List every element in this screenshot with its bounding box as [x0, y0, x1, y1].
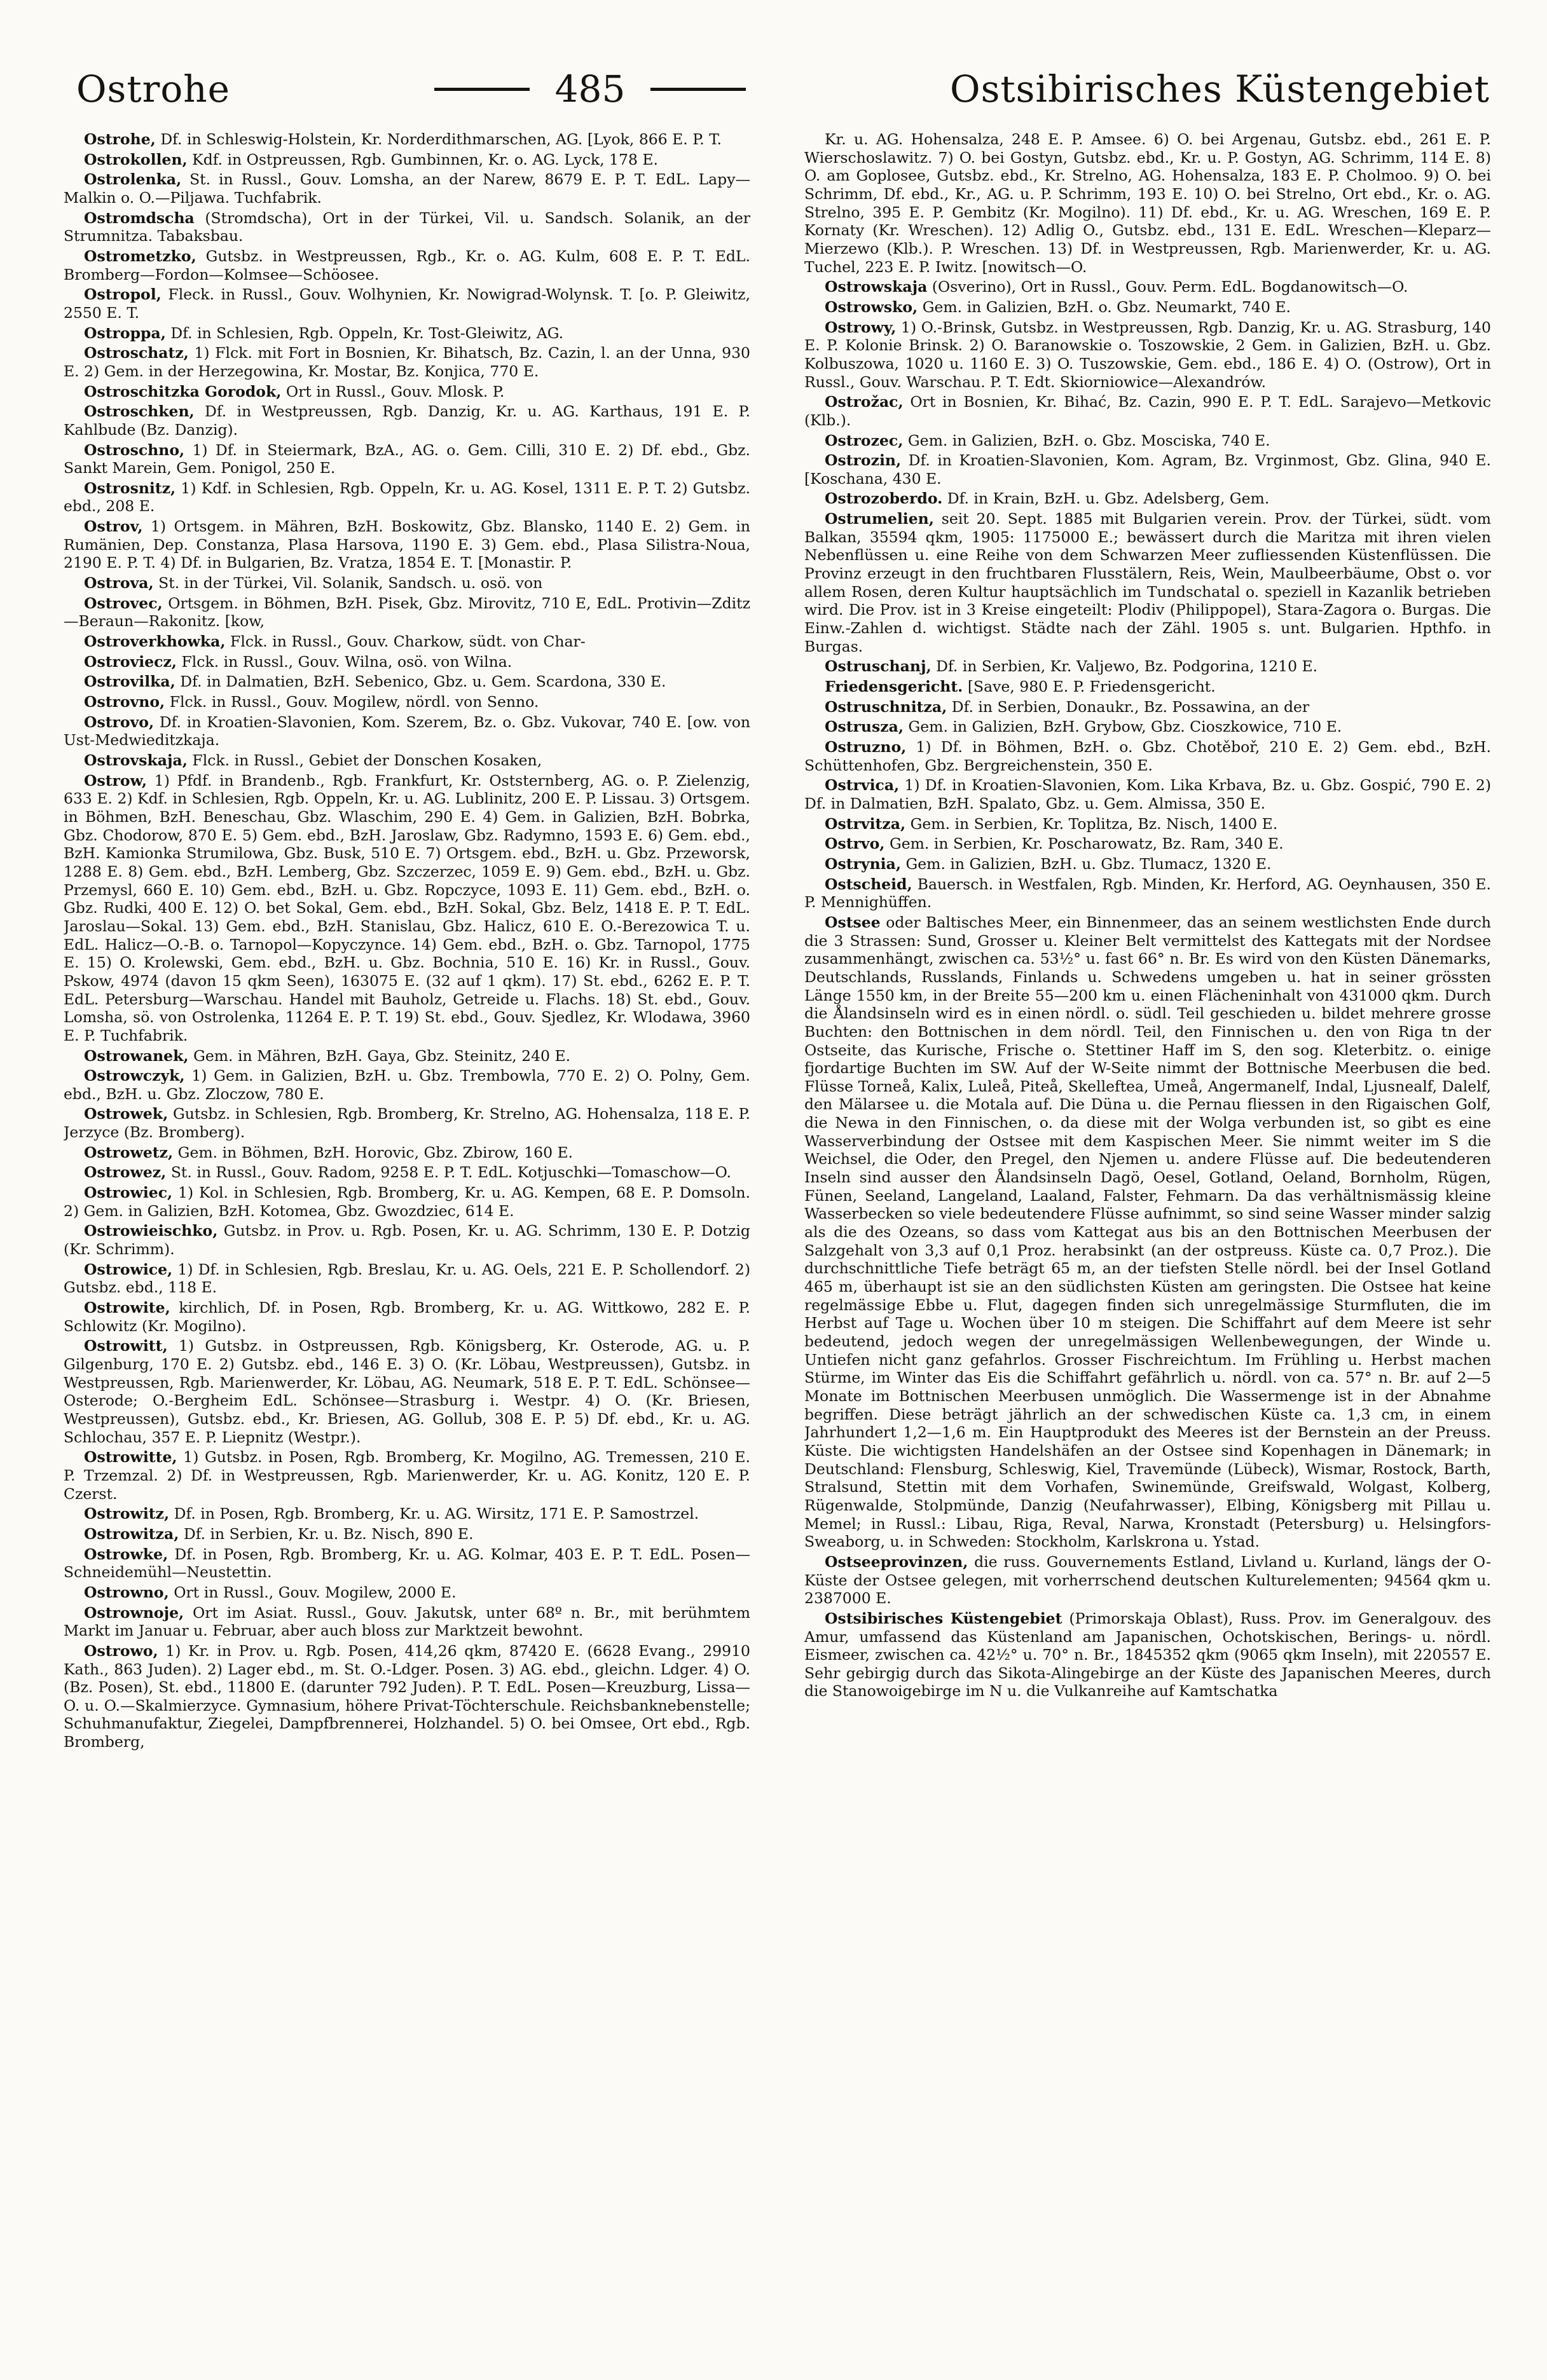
entry-headword: Ostrvica, — [825, 776, 900, 795]
entry-text: Df. in Schleswig-Holstein, Kr. Norderdithmarschen, AG. [Lyok, 866 E. P. T. — [160, 130, 722, 148]
entry-text: 1) Gem. in Galizien, BzH. u. Gbz. Trembowla, 770 E. 2) O. Polny, Gem. ebd., BzH. u. Gbz. Zloczow, 780 E. — [64, 1067, 750, 1103]
left-column — [64, 130, 750, 2355]
dictionary-entry — [804, 835, 1491, 853]
entry-headword: Friedensgericht. — [825, 678, 963, 696]
entry-text: 1) Ortsgem. in Mähren, BzH. Boskowitz, Gbz. Blansko, 1140 E. 2) Gem. in Rumänien, Dep. Constanza, Plasa Harsova, 1190 E. 3) Gem. ebd., Plasa Silistra-Noua, 2190 E. P. T. 4) Df. in Bulgarien, Bz. Vratza, 1854 E. T. [Monastir. P. — [64, 517, 750, 572]
entry-headword: Ostromdscha — [84, 209, 195, 227]
entry-headword: Ostrowitt, — [84, 1337, 168, 1355]
entry-headword: Ostsee — [825, 913, 881, 931]
entry-headword: Ostrovec, — [84, 594, 163, 612]
entry-headword: Ostruschanj, — [825, 657, 932, 676]
entry-text: Df. in Serbien, Kr. u. Bz. Nisch, 890 E. — [183, 1524, 474, 1543]
dictionary-entry — [804, 130, 1491, 276]
entry-text: seit 20. Sept. 1885 mit Bulgarien verein. Prov. der Türkei, südt. vom Balkan, 35594 qkm, 1905: 1175000 E.; bewässert durch die Maritza mit ihren vielen Nebenflüssen u. eine Reihe von dem Schwarzen Meer zufliessenden Küstenflüssen. Die Provinz erzeugt in den fruchtbaren Flusstälern, Reis, Wein, Maulbeerbäume, Obst o. vor allem Rosen, deren Kultur hauptsächlich im Tundschatal o. speziell in Kazanlik betrieben wird. Die Prov. ist in 3 Kreise eingeteilt: Plodiv (Philippopel), Stara-Zagora o. Burgas. Die Einw.-Zahlen d. wichtigst. Städte nach der Zähl. 1905 s. unt. Bulgarien. Hpthfo. in Burgas. — [804, 510, 1491, 655]
entry-text: Df. in Dalmatien, BzH. Sebenico, Gbz. u. Gem. Scardona, 330 E. — [180, 673, 666, 691]
dictionary-entry — [64, 402, 750, 439]
entry-headword: Ostrowy, — [825, 318, 897, 336]
running-head-right: Ostsibirisches Küstengebiet — [950, 67, 1490, 111]
dictionary-entry — [804, 1553, 1491, 1608]
entry-headword: Ostsibirisches Küstengebiet — [825, 1609, 1062, 1627]
entry-text: Gutsbz. in Prov. u. Rgb. Posen, Kr. u. AG. Schrimm, 130 E. P. Dotzig (Kr. Schrimm). — [64, 1222, 750, 1259]
entry-text: 1) Gutsbz. in Posen, Rgb. Bromberg, Kr. Mogilno, AG. Tremessen, 210 E. P. Trzemzal. 2) Df. in Westpreussen, Rgb. Marienwerder, Kr. u. AG. Konitz, 120 E. P. Czerst. — [64, 1448, 750, 1503]
dictionary-entry — [804, 510, 1491, 655]
right-column — [804, 130, 1491, 2355]
entry-headword: Ostruzno, — [825, 738, 907, 756]
entry-headword: Ostscheid, — [825, 875, 912, 893]
dictionary-entry — [804, 698, 1491, 716]
entry-text: Gem. in Galizien, BzH. o. Gbz. Neumarkt, 740 E. — [922, 298, 1291, 316]
entry-text: Kdf. in Ostpreussen, Rgb. Gumbinnen, Kr. o. AG. Lyck, 178 E. — [192, 150, 659, 168]
header-rule-left — [434, 88, 530, 91]
entry-text: Bauersch. in Westfalen, Rgb. Minden, Kr. Herford, AG. Oeynhausen, 350 E. P. Mennighüffen. — [804, 875, 1491, 912]
entry-headword: Ostrohe, — [84, 130, 156, 148]
entry-headword: Ostrowczyk, — [84, 1067, 185, 1085]
entry-headword: Ostrowitte, — [84, 1448, 177, 1467]
entry-headword: Ostrozec, — [825, 431, 904, 449]
entry-headword: Ostrowke, — [84, 1545, 168, 1563]
dictionary-entry — [804, 432, 1491, 450]
dictionary-entry — [804, 776, 1491, 812]
entry-text: Gem. in Serbien, Kr. Poscharowatz, Bz. Ram, 340 E. — [889, 835, 1284, 853]
entry-headword: Ostrolenka, — [84, 170, 182, 189]
entry-text: Df. in Krain, BzH. u. Gbz. Adelsberg, Gem. — [947, 489, 1270, 508]
dictionary-entry — [64, 344, 750, 380]
dictionary-entry — [804, 657, 1491, 676]
entry-headword: Ostroviecz, — [84, 652, 177, 671]
entry-text: 1) Flck. mit Fort in Bosnien, Kr. Bihatsch, Bz. Cazin, l. an der Unna, 930 E. 2) Gem. in der Herzegowina, Kr. Mostar, Bz. Konjica, 770 E. — [64, 344, 750, 380]
dictionary-entry — [64, 1105, 750, 1141]
dictionary-entry — [64, 751, 750, 770]
entry-headword: Ostrvitza, — [825, 814, 906, 833]
dictionary-entry — [804, 855, 1491, 873]
dictionary-entry — [64, 1163, 750, 1182]
dictionary-entry — [64, 1525, 750, 1543]
entry-text: Flck. in Russl., Gouv. Charkow, südt. von Char- — [230, 633, 586, 651]
entry-text: Flck. in Russl., Gouv. Wilna, osö. von Wilna. — [181, 652, 512, 671]
dictionary-entry — [64, 1299, 750, 1335]
text-columns — [64, 130, 1491, 2355]
dictionary-entry — [64, 1604, 750, 1640]
entry-text: Ortsgem. in Böhmen, BzH. Pisek, Gbz. Mirovitz, 710 E, EdL. Protivin—Zditz—Beraun—Rakonitz. [kow, — [64, 594, 750, 631]
dictionary-entry — [64, 1448, 750, 1503]
dictionary-entry — [64, 1583, 750, 1602]
dictionary-entry — [804, 451, 1491, 488]
dictionary-entry — [64, 693, 750, 711]
entry-text: (Primorskaja Oblast), Russ. Prov. im Generalgouv. des Amur, umfassend das Küstenland am Japanischen, Ochotskischen, Berings- u. nördl. Eismeer, zwischen ca. 42½° u. 70° n. Br., 1845352 qkm (9065 qkm Inseln), mit 220557 E. Sehr gebirgig durch das Sikota-Alingebirge an der Küste des Japanischen Meeres, durch die Stanowoigebirge im N u. die Vulkanreihe auf Kamtschatka — [804, 1609, 1491, 1700]
entry-headword: Ostrowiec, — [84, 1184, 173, 1202]
entry-text: St. in der Türkei, Vil. Solanik, Sandsch. u. osö. von — [158, 574, 543, 592]
entry-text: 1) Kol. in Schlesien, Rgb. Bromberg, Kr. u. AG. Kempen, 68 E. P. Domsoln. 2) Gem. in Galizien, BzH. Kotomea, Gbz. Gwozdziec, 614 E. — [64, 1184, 750, 1220]
entry-text: St. in Russl., Gouv. Lomsha, an der Narew, 8679 E. P. T. EdL. Lapy—Malkin o. O.—Piljawa. Tuchfabrik. — [64, 170, 750, 207]
entry-headword: Ostrovno, — [84, 693, 165, 711]
entry-text: kirchlich, Df. in Posen, Rgb. Bromberg, Kr. u. AG. Wittkowo, 282 E. P. Schlowitz (Kr. Mogilno). — [64, 1299, 750, 1335]
page-header — [76, 64, 1490, 114]
entry-text: Flck. in Russl., Gebiet der Donschen Kosaken, — [192, 751, 542, 769]
entry-text: Gutsbz. in Westpreussen, Rgb., Kr. o. AG. Kulm, 608 E. P. T. EdL. Bromberg—Fordon—Kolmsee—Schöosee. — [64, 247, 750, 284]
entry-headword: Ostroschatz, — [84, 344, 189, 362]
entry-text: 1) Pfdf. in Brandenb., Rgb. Frankfurt, Kr. Oststernberg, AG. o. P. Zielenzig, 633 E. 2) Kdf. in Schlesien, Rgb. Oppeln, Kr. u. AG. Lublinitz, 200 E. P. Lissau. 3) Ortsgem. in Böhmen, BzH. Beneschau, Gbz. Wlaschim, 290 E. 4) Gem. in Galizien, BzH. Bobrka, Gbz. Chodorow, 870 E. 5) Gem. ebd., BzH. Jaroslaw, Gbz. Radymno, 1593 E. 6) Gem. ebd., BzH. Kamionka Strumilowa, Gbz. Busk, 510 E. 7) Ortsgem. ebd., BzH. u. Gbz. Przeworsk, 1288 E. 8) Gem. ebd., BzH. Lemberg, Gbz. Szczerzec, 1059 E. 9) Gem. ebd., BzH. u. Gbz. Przemysl, 660 E. 10) Gem. ebd., BzH. u. Gbz. Ropczyce, 1093 E. 11) Gem. ebd., BzH. o. Gbz. Rudki, 400 E. 12) O. bet Sokal, Gem. ebd., BzH. Sokal, Gbz. Belz, 1418 E. P. T. EdL. Jaroslau—Sokal. 13) Gem. ebd., BzH. Stanislau, Gbz. Halicz, 610 E. O.-Berezowica T. u. EdL. Halicz—O.-B. o. Tarnopol—Kopyczynce. 14) Gem. ebd., BzH. o. Gbz. Tarnopol, 1775 E. 15) O. Krolewski, Gem. ebd., BzH. u. Gbz. Bochnia, 510 E. 16) Kr. in Russl., Gouv. Pskow, 4974 (davon 15 qkm Seen), 163075 E. (32 auf 1 qkm). 17) St. ebd., 6262 E. P. T. EdL. Petersburg—Warschau. Handel mit Bauholz, Getreide u. Flachs. 18) St. ebd., Gouv. Lomsha, sö. von Ostrolenka, 11264 E. P. T. 19) St. ebd., Gouv. Sjedlez, Kr. Wlodawa, 3960 E. P. Tuchfabrik. — [64, 771, 750, 1044]
entry-headword: Ostrow, — [84, 771, 148, 790]
entry-text: 1) Df. in Steiermark, BzA., AG. o. Gem. Cilli, 310 E. 2) Df. ebd., Gbz. Sankt Marein, Gem. Ponigol, 250 E. — [64, 441, 750, 477]
entry-headword: Ostrožac, — [825, 393, 904, 411]
entry-text: Df. in Serbien, Kr. Valjewo, Bz. Podgorina, 1210 E. — [936, 657, 1318, 676]
entry-text: 1) Df. in Kroatien-Slavonien, Kom. Lika Krbava, Bz. u. Gbz. Gospić, 790 E. 2) Df. in Dalmatien, BzH. Spalato, Gbz. u. Gem. Almissa, 350 E. — [804, 776, 1491, 812]
entry-text: Gem. in Böhmen, BzH. Horovic, Gbz. Zbirow, 160 E. — [177, 1143, 574, 1161]
dictionary-entry — [804, 738, 1491, 774]
entry-headword: Ostrovo, — [84, 713, 155, 731]
dictionary-entry — [64, 1067, 750, 1103]
entry-headword: Ostroppa, — [84, 324, 166, 342]
entry-text: 1) Df. in Schlesien, Rgb. Breslau, Kr. u. AG. Oels, 221 E. P. Schollendorf. 2) Gutsbz. ebd., 118 E. — [64, 1260, 750, 1297]
entry-text: Kr. u. AG. Hohensalza, 248 E. P. Amsee. 6) O. bei Argenau, Gutsbz. ebd., 261 E. P. Wierschoslawitz. 7) O. bei Gostyn, Gutsbz. ebd., Kr. u. P. Gostyn, AG. Schrimm, 114 E. 8) O. am Goplosee, Gutsbz. ebd., Kr. Strelno, AG. Hohensalza, 183 E. P. Cholmoo. 9) O. bei Schrimm, Df. ebd., Kr., AG. u. P. Schrimm, 193 E. 10) O. bei Strelno, Ort ebd., Kr. o. AG. Strelno, 395 E. P. Gembitz (Kr. Mogilno). 11) Df. ebd., Kr. u. AG. Wreschen, 169 E. P. Kornaty (Kr. Wreschen). 12) Adlig O., Gutsbz. ebd., 131 E. EdL. Wreschen—Kleparz—Mierzewo (Klb.). P. Wreschen. 13) Df. in Westpreussen, Rgb. Marienwerder, Kr. u. AG. Tuchel, 223 E. P. Iwitz. [nowitsch—O. — [804, 130, 1491, 276]
entry-headword: Ostrowieischko, — [84, 1222, 218, 1240]
dictionary-entry — [64, 1144, 750, 1162]
entry-text: Df. in Kroatien-Slavonien, Kom. Agram, Bz. Vrginmost, Gbz. Glina, 940 E. [Koschana, 430 E. — [804, 451, 1491, 488]
dictionary-entry — [64, 574, 750, 592]
entry-headword: Ostrusza, — [825, 718, 904, 736]
entry-headword: Ostrumelien, — [825, 510, 934, 528]
entry-headword: Ostrownoje, — [84, 1603, 184, 1622]
entry-headword: Ostrov, — [84, 517, 143, 536]
entry-text: Gem. in Galizien, BzH. o. Gbz. Mosciska, 740 E. — [907, 431, 1270, 449]
dictionary-entry — [64, 1337, 750, 1446]
running-head-left: Ostrohe — [76, 67, 230, 111]
entry-text: Gem. in Serbien, Kr. Toplitza, Bz. Nisch, 1400 E. — [910, 814, 1278, 833]
entry-headword: Ostroschitzka Gorodok, — [84, 382, 282, 400]
header-rule-right — [650, 88, 746, 91]
dictionary-entry — [804, 815, 1491, 833]
entry-headword: Ostrova, — [84, 574, 154, 592]
entry-headword: Ostrowitza, — [84, 1524, 179, 1543]
dictionary-entry — [64, 130, 750, 149]
entry-headword: Ostrvo, — [825, 835, 885, 853]
dictionary-entry — [804, 298, 1491, 317]
dictionary-entry — [64, 151, 750, 169]
entry-headword: Ostrynia, — [825, 854, 902, 873]
entry-headword: Ostrowitz, — [84, 1505, 170, 1523]
entry-headword: Ostrowo, — [84, 1641, 158, 1660]
dictionary-entry — [64, 517, 750, 572]
entry-headword: Ostrowez, — [84, 1163, 167, 1182]
entry-headword: Ostrozoberdo. — [825, 489, 943, 508]
dictionary-entry — [64, 247, 750, 284]
dictionary-entry — [64, 594, 750, 631]
dictionary-entry — [64, 383, 750, 401]
entry-headword: Ostrowanek, — [84, 1046, 189, 1065]
entry-text: Ort im Asiat. Russl., Gouv. Jakutsk, unter 68º n. Br., mit berühmtem Markt im Januar u. Februar, aber auch bloss zur Marktzeit bewohnt. — [64, 1603, 750, 1640]
entry-text: Ort in Bosnien, Kr. Bihać, Bz. Cazin, 990 E. P. T. EdL. Sarajevo—Metkovic (Klb.). — [804, 393, 1491, 429]
entry-headword: Ostrometzko, — [84, 247, 196, 265]
dictionary-entry — [64, 209, 750, 245]
entry-text: Df. in Posen, Rgb. Bromberg, Kr. u. AG. Kolmar, 403 E. P. T. EdL. Posen—Schneidemühl—Neustettin. — [64, 1545, 750, 1582]
entry-text: (Osverino), Ort in Russl., Gouv. Perm. EdL. Bogdanowitsch—O. — [932, 278, 1408, 296]
entry-headword: Ostroverkhowka, — [84, 633, 226, 651]
entry-headword: Ostrowek, — [84, 1105, 168, 1123]
entry-headword: Ostrosnitz, — [84, 479, 176, 497]
dictionary-entry — [64, 479, 750, 516]
entry-text: (Stromdscha), Ort in der Türkei, Vil. u. Sandsch. Solanik, an der Strumnitza. Tabaksbau. — [64, 209, 750, 245]
entry-headword: Ostrowno, — [84, 1583, 169, 1601]
entry-headword: Ostruschnitza, — [825, 697, 947, 716]
entry-headword: Ostrowice, — [84, 1260, 173, 1278]
entry-headword: Ostrowite, — [84, 1299, 170, 1317]
dictionary-entry — [64, 673, 750, 691]
dictionary-entry — [64, 633, 750, 651]
entry-text: Gem. in Galizien, BzH. u. Gbz. Tlumacz, 1320 E. — [905, 854, 1272, 873]
dictionary-entry — [64, 285, 750, 322]
dictionary-entry — [64, 1222, 750, 1258]
entry-headword: Ostrowskaja — [825, 278, 928, 296]
dictionary-entry — [804, 718, 1491, 736]
dictionary-entry — [64, 170, 750, 207]
dictionary-entry — [804, 278, 1491, 296]
dictionary-entry — [64, 1261, 750, 1297]
dictionary-entry — [804, 1610, 1491, 1700]
dictionary-entry — [64, 1047, 750, 1065]
entry-headword: Ostrozin, — [825, 451, 902, 470]
entry-text: Df. in Kroatien-Slavonien, Kom. Szerem, Bz. o. Gbz. Vukovar, 740 E. [ow. von Ust-Medwieditzkaja. — [64, 713, 750, 749]
dictionary-entry — [64, 653, 750, 671]
dictionary-entry — [804, 489, 1491, 508]
entry-text: Ort in Russl., Gouv. Mogilew, 2000 E. — [174, 1583, 457, 1601]
entry-text: Fleck. in Russl., Gouv. Wolhynien, Kr. Nowigrad-Wolynsk. T. [o. P. Gleiwitz, 2550 E. T. — [64, 285, 750, 322]
entry-headword: Ostrowetz, — [84, 1143, 174, 1161]
entry-text: 1) Kdf. in Schlesien, Rgb. Oppeln, Kr. u. AG. Kosel, 1311 E. P. T. 2) Gutsbz. ebd., 208 E. — [64, 479, 750, 516]
entry-text: [Save, 980 E. P. Friedensgericht. — [967, 678, 1216, 696]
entry-text: die russ. Gouvernements Estland, Livland u. Kurland, längs der O-Küste der Ostsee gelegen, mit vorherrschend deutschen Kulturelementen; 94564 qkm u. 2387000 E. — [804, 1552, 1491, 1608]
entry-text: 1) O.-Brinsk, Gutsbz. in Westpreussen, Rgb. Danzig, Kr. u. AG. Strasburg, 140 E. P. Kolonie Brinsk. 2) O. Baranowskie o. Toszowskie, 2 Gem. in Galizien, BzH. u. Gbz. Kolbuszowa, 1020 u. 1160 E. 3) O. Tuszowskie, Gem. ebd., 186 E. 4) O. (Ostrow), Ort in Russl., Gouv. Warschau. P. T. Edt. Skiorniowice—Alexandrów. — [804, 318, 1491, 391]
dictionary-entry — [804, 913, 1491, 1551]
entry-text: Gem. in Mähren, BzH. Gaya, Gbz. Steinitz, 240 E. — [193, 1046, 571, 1065]
entry-text: St. in Russl., Gouv. Radom, 9258 E. P. T. EdL. Kotjuschki—Tomaschow—O. — [170, 1163, 732, 1182]
entry-headword: Ostrovskaja, — [84, 751, 188, 769]
entry-headword: Ostrovilka, — [84, 673, 175, 691]
entry-text: Df. in Schlesien, Rgb. Oppeln, Kr. Tost-Gleiwitz, AG. — [170, 324, 564, 342]
entry-headword: Ostrokollen, — [84, 150, 188, 168]
entry-headword: Ostroschno, — [84, 441, 185, 459]
entry-text: 1) Df. in Böhmen, BzH. o. Gbz. Chotěboř, 210 E. 2) Gem. ebd., BzH. Schüttenhofen, Gbz. Bergreichenstein, 350 E. — [804, 738, 1491, 774]
page-number-block — [434, 67, 746, 111]
entry-headword: Ostseeprovinzen, — [825, 1552, 968, 1571]
dictionary-entry — [804, 875, 1491, 912]
dictionary-entry — [64, 441, 750, 477]
entry-text: Flck. in Russl., Gouv. Mogilew, nördl. von Senno. — [169, 693, 539, 711]
entry-text: oder Baltisches Meer, ein Binnenmeer, das an seinem westlichsten Ende durch die 3 Strassen: Sund, Grosser u. Kleiner Belt vermittelst des Kattegats mit der Nordsee zusammenhängt, zwischen ca. 53½° u. fast 66° n. Br. Es wird von den Küsten Dänemarks, Deutschlands, Russlands, Finlands u. Schwedens umgeben u. hat in seiner grössten Länge 1550 km, in der Breite 55—200 km u. einen Flächeninhalt von 431000 qkm. Durch die Ålandsinseln wird es in einen nördl. o. südl. Teil geschieden u. bildet mehrere grosse Buchten: den Bottnischen in dem nördl. Teil, den Finnischen u. den von Riga tn der Ostseite, das Kurische, Frische o. Stettiner Haff im S, den sog. Kleterbitz. o. einige fjordartige Buchten im SW. Auf der W-Seite nimmt der Bottnische Meerbusen die bed. Flüsse Torneå, Kalix, Luleå, Piteå, Skelleftea, Umeå, Angermanelf, Indal, Ljusnealf, Dalelf, den Mälarsee u. die Motala auf. Die Düna u. die Pernau fliessen in den Rigaischen Golf, die Newa in den Finnischen, o. da diese mit der Wolga verbunden ist, so gibt es eine Wasserverbindung der Ostsee mit dem Kaspischen Meer. Sie nimmt weiter im S die Weichsel, die Oder, den Pregel, den Njemen u. andere Flüsse auf. Die bedeutenderen Inseln sind ausser den Ålandsinseln Dagö, Oesel, Gotland, Oeland, Bornholm, Rügen, Fünen, Seeland, Langeland, Laaland, Falster, Fehmarn. Da das verhältnismässig kleine Wasserbecken so viele bedeutendere Flüsse aufnimmt, so sind seine Wasser minder salzig als die des Ozeans, so dass vom Kattegat aus bis an den Bottnischen Meerbusen der Salzgehalt von 3,3 auf 0,1 Proz. herabsinkt (an der ostpreuss. Küste ca. 0,7 Proz.). Die durchschnittliche Tiefe beträgt 65 m, an der tiefsten Stelle nördl. bei der Insel Gotland 465 m, überhaupt ist sie an den südlichsten Küsten am geringsten. Die Ostsee hat keine regelmässige Ebbe u. Flut, dagegen finden sich unregelmässige Sturmfluten, die im Herbst auf Tage u. Wochen über 10 m steigen. Die Schiffahrt auf dem Meere ist sehr bedeutend, jedoch wegen der unregelmässigen Wellenbewegungen, der Winde u. Untiefen nicht ganz gefahrlos. Grosser Fischreichtum. Im Frühling u. Herbst machen Stürme, im Winter das Eis die Schiffahrt gefährlich u. nördl. von ca. 57° n. Br. auf 2—5 Monate im Bottnischen Meerbusen unmöglich. Die Wassermenge ist in der Abnahme begriffen. Diese beträgt jährlich an der schwedischen Küste ca. 1,3 cm, in einem Jahrhundert 1,2—1,6 m. Ein Hauptprodukt des Meeres ist der Bernstein an der Preuss. Küste. Die wichtigsten Handelshäfen an der Ostsee sind Kopenhagen in Dänemark; in Deutschland: Flensburg, Schleswig, Kiel, Travemünde (Lübeck), Wismar, Rostock, Barth, Stralsund, Stettin mit dem Vorhafen, Swinemünde, Greifswald, Wolgast, Kolberg, Rügenwalde, Stolpmünde, Danzig (Neufahrwasser), Elbing, Königsberg mit Pillau u. Memel; in Russl.: Libau, Riga, Reval, Narwa, Kronstadt (Petersburg) u. Helsingfors-Sweaborg, u. in Schweden: Stockholm, Karlskrona u. Ystad. — [804, 913, 1491, 1551]
entry-text: 1) Gutsbz. in Ostpreussen, Rgb. Königsberg, Kr. Osterode, AG. u. P. Gilgenburg, 170 E. 2) Gutsbz. ebd., 146 E. 3) O. (Kr. Löbau, Westpreussen), Gutsbz. in Westpreussen, Rgb. Marienwerder, Kr. Löbau, AG. Neumark, 518 E. P. T. EdL. Schönsee—Osterode; O.-Bergheim EdL. Schönsee—Strasburg i. Westpr. 4) O. (Kr. Briesen, Westpreussen), Gutsbz. ebd., Kr. Briesen, AG. Gollub, 308 E. P. 5) Df. ebd., Kr. u. AG. Schlochau, 357 E. P. Liepnitz (Westpr.). — [64, 1337, 750, 1446]
entry-text: Gutsbz. in Schlesien, Rgb. Bromberg, Kr. Strelno, AG. Hohensalza, 118 E. P. Jerzyce (Bz. Bromberg). — [64, 1105, 750, 1142]
entry-text: Df. in Serbien, Donaukr., Bz. Possawina, an der — [951, 697, 1310, 716]
entry-text: 1) Kr. in Prov. u. Rgb. Posen, 414,26 qkm, 87420 E. (6628 Evang., 29910 Kath., 863 Juden). 2) Lager ebd., m. St. O.-Ldger. Posen. 3) AG. ebd., gleichn. Ldger. 4) O. (Bz. Posen), St. ebd., 11800 E. (darunter 792 Juden). P. T. EdL. Posen—Kreuzburg, Lissa—O. u. O.—Skalmierzyce. Gymnasium, höhere Privat-Töchterschule. Reichsbanknebenstelle; Schuhmanufaktur, Ziegelei, Dampfbrennerei, Holzhandel. 5) O. bei Omsee, Ort ebd., Rgb. Bromberg, — [64, 1641, 750, 1751]
dictionary-entry — [64, 713, 750, 749]
entry-headword: Ostrowsko, — [825, 298, 918, 316]
dictionary-entry — [64, 1642, 750, 1751]
dictionary-entry — [64, 1184, 750, 1220]
entry-headword: Ostroschken, — [84, 402, 195, 421]
page-number: 485 — [554, 67, 626, 111]
entry-text: Df. in Posen, Rgb. Bromberg, Kr. u. AG. Wirsitz, 171 E. P. Samostrzel. — [174, 1505, 699, 1523]
entry-text: Gem. in Galizien, BzH. Grybow, Gbz. Cioszkowice, 710 E. — [908, 718, 1342, 736]
dictionary-entry — [64, 324, 750, 343]
dictionary-entry — [804, 318, 1491, 392]
entry-text: Ort in Russl., Gouv. Mlosk. P. — [285, 382, 505, 400]
dictionary-entry — [64, 772, 750, 1045]
dictionary-entry — [804, 393, 1491, 429]
dictionary-entry — [804, 678, 1491, 696]
entry-text: Df. in Westpreussen, Rgb. Danzig, Kr. u. AG. Karthaus, 191 E. P. Kahlbude (Bz. Danzig). — [64, 402, 750, 439]
dictionary-entry — [64, 1505, 750, 1523]
entry-headword: Ostropol, — [84, 285, 162, 304]
dictionary-entry — [64, 1545, 750, 1582]
